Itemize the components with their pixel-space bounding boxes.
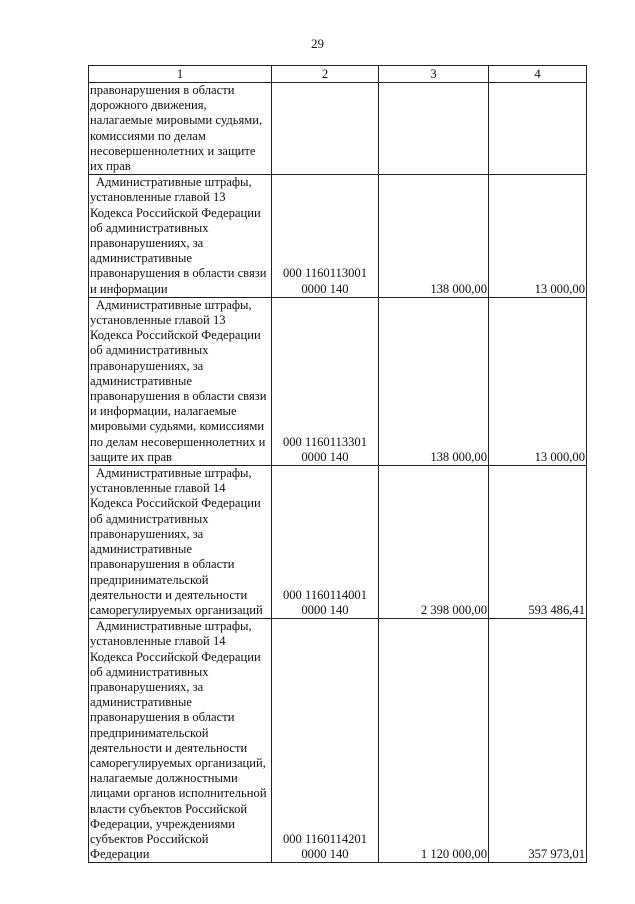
row-code-cell [272,175,379,298]
column-header: 2 [272,66,379,83]
name-line: Административные штрафы, [96,297,252,312]
name-line: Кодекса Российской Федерации [90,328,261,343]
row-name-cell [89,297,272,465]
name-line: предпринимательской [90,725,209,740]
column-header: 1 [89,66,272,83]
name-line: установленные главой 14 [90,481,226,496]
row-fact-cell: 593 486,41 [489,466,587,619]
code-line: 000 1160114001 [282,587,368,602]
budget-table [88,65,587,863]
name-line: установленные главой 13 [90,313,226,328]
page-number: 29 [311,36,324,51]
name-line: об административных [90,343,209,358]
row-fact-cell: 13 000,00 [489,297,587,465]
name-line: саморегулируемых организаций, [90,755,266,770]
row-name-cell [89,175,272,298]
code-line: 000 1160113001 [282,266,368,281]
row-code-cell [272,619,379,863]
code-line: 0000 140 [301,449,349,464]
table-row [89,175,587,298]
name-line: деятельности и деятельности [90,587,248,602]
name-line: Кодекса Российской Федерации [90,496,261,511]
name-line: об административных [90,220,209,235]
row-plan-cell: 138 000,00 [379,297,489,465]
name-line: правонарушениях, за [90,358,204,373]
name-line: субъектов Российской [90,831,209,846]
name-line: правонарушения в области [90,83,235,97]
name-line: правонарушения в области связи [90,266,267,281]
row-plan-cell: 1 120 000,00 [379,619,489,863]
name-line: административные [90,695,192,710]
row-plan-cell: 2 398 000,00 [379,466,489,619]
row-code-cell [272,297,379,465]
table-body [89,83,587,863]
row-name-cell [89,466,272,619]
table-row [89,297,587,465]
row-code-cell [272,83,379,175]
name-line: об административных [90,511,209,526]
column-header: 3 [379,66,489,83]
name-line: административные [90,251,192,266]
name-line: налагаемые должностными [90,771,238,786]
code-line: 0000 140 [301,281,349,296]
name-line: правонарушения в области [90,710,235,725]
name-line: Кодекса Российской Федерации [90,649,261,664]
code-line: 000 1160113301 [282,434,368,449]
name-line: защите их прав [90,449,173,464]
name-line: налагаемые мировыми судьями, [90,113,263,128]
name-line: их прав [90,159,131,174]
name-line: Кодекса Российской Федерации [90,205,261,220]
name-line: правонарушениях, за [90,526,204,541]
name-line: лицами органов исполнительной [90,786,267,801]
name-line: правонарушения в области связи [90,389,267,404]
name-line: правонарушениях, за [90,236,204,251]
name-line: мировыми судьями, комиссиями [90,419,265,434]
code-line: 0000 140 [301,602,349,617]
code-line: 0000 140 [301,847,349,862]
name-line: Административные штрафы, [96,175,252,190]
row-name-cell [89,83,272,175]
row-fact-cell: 13 000,00 [489,175,587,298]
code-line: 000 1160114201 [282,831,368,846]
name-line: об административных [90,664,209,679]
name-line: и информации, налагаемые [90,404,237,419]
name-line: установленные главой 14 [90,634,226,649]
name-line: установленные главой 13 [90,190,226,205]
name-line: Федерации [90,847,150,862]
column-header: 4 [489,66,587,83]
row-code-cell [272,466,379,619]
name-line: административные [90,542,192,557]
name-line: и информации [90,281,168,296]
row-plan-cell [379,83,489,175]
name-line: правонарушениях, за [90,679,204,694]
name-line: Административные штрафы, [96,466,252,481]
name-line: по делам несовершеннолетних и [90,434,266,449]
name-line: власти субъектов Российской [90,801,248,816]
name-line: Административные штрафы, [96,619,252,634]
table-row [89,619,587,863]
table-header-row [89,66,587,83]
name-line: саморегулируемых организаций [90,602,263,617]
row-plan-cell: 138 000,00 [379,175,489,298]
name-line: комиссиями по делам [90,128,206,143]
name-line: предпринимательской [90,572,209,587]
name-line: деятельности и деятельности [90,740,248,755]
name-line: дорожного движения, [90,98,207,113]
table-row [89,466,587,619]
name-line: несовершеннолетних и защите [90,143,256,158]
row-fact-cell [489,83,587,175]
name-line: Федерации, учреждениями [90,816,235,831]
row-fact-cell: 357 973,01 [489,619,587,863]
name-line: административные [90,373,192,388]
row-name-cell [89,619,272,863]
table-row [89,83,587,175]
name-line: правонарушения в области [90,557,235,572]
